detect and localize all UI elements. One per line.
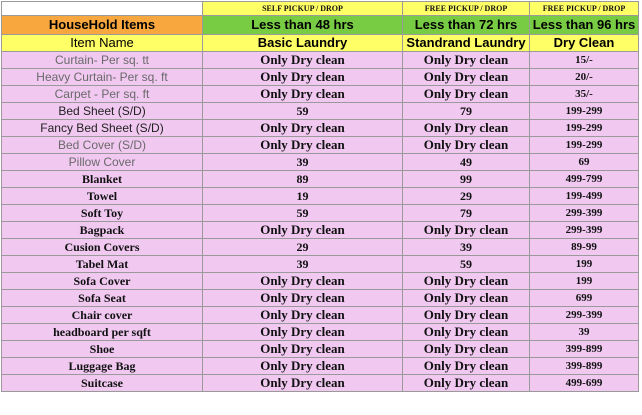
- turnaround-label: Less than 48 hrs: [203, 16, 403, 35]
- standard-laundry-price: Only Dry clean: [403, 52, 530, 69]
- dry-clean-price: 69: [530, 154, 639, 171]
- dry-clean-price: 39: [530, 324, 639, 341]
- dry-clean-price: 89-99: [530, 239, 639, 256]
- basic-laundry-price: 59: [203, 103, 403, 120]
- basic-laundry-price: Only Dry clean: [203, 86, 403, 103]
- basic-laundry-price: Only Dry clean: [203, 341, 403, 358]
- service-label: Dry Clean: [530, 35, 639, 52]
- basic-laundry-price: 29: [203, 239, 403, 256]
- standard-laundry-price: Only Dry clean: [403, 341, 530, 358]
- item-name-cell: Pillow Cover: [2, 154, 203, 171]
- item-name-cell: Carpet - Per sq. ft: [2, 86, 203, 103]
- item-name-cell: Bed Sheet (S/D): [2, 103, 203, 120]
- standard-laundry-price: Only Dry clean: [403, 137, 530, 154]
- item-name-cell: Sofa Seat: [2, 290, 203, 307]
- basic-laundry-price: Only Dry clean: [203, 375, 403, 392]
- item-name-cell: Heavy Curtain- Per sq. ft: [2, 69, 203, 86]
- item-name-cell: Bed Cover (S/D): [2, 137, 203, 154]
- dry-clean-price: 20/-: [530, 69, 639, 86]
- item-name-heading: Item Name: [2, 35, 203, 52]
- standard-laundry-price: 79: [403, 205, 530, 222]
- table-row: [2, 307, 639, 324]
- pickup-label: FREE PICKUP / DROP: [403, 2, 530, 16]
- basic-laundry-price: Only Dry clean: [203, 358, 403, 375]
- table-row: [2, 205, 639, 222]
- table-row: [2, 273, 639, 290]
- basic-laundry-price: 19: [203, 188, 403, 205]
- standard-laundry-price: Only Dry clean: [403, 358, 530, 375]
- standard-laundry-price: Only Dry clean: [403, 290, 530, 307]
- standard-laundry-price: Only Dry clean: [403, 324, 530, 341]
- standard-laundry-price: Only Dry clean: [403, 307, 530, 324]
- dry-clean-price: 499-699: [530, 375, 639, 392]
- standard-laundry-price: Only Dry clean: [403, 273, 530, 290]
- table-row: [2, 103, 639, 120]
- dry-clean-price: 399-899: [530, 341, 639, 358]
- table-row: [2, 120, 639, 137]
- standard-laundry-price: 59: [403, 256, 530, 273]
- service-row: [2, 35, 639, 52]
- table-row: [2, 137, 639, 154]
- standard-laundry-price: Only Dry clean: [403, 69, 530, 86]
- dry-clean-price: 35/-: [530, 86, 639, 103]
- item-name-cell: Shoe: [2, 341, 203, 358]
- service-label: Standrand Laundry: [403, 35, 530, 52]
- basic-laundry-price: Only Dry clean: [203, 273, 403, 290]
- household-items-heading: HouseHold Items: [2, 16, 203, 35]
- table-row: [2, 222, 639, 239]
- basic-laundry-price: Only Dry clean: [203, 120, 403, 137]
- basic-laundry-price: 39: [203, 154, 403, 171]
- service-label: Basic Laundry: [203, 35, 403, 52]
- dry-clean-price: 15/-: [530, 52, 639, 69]
- basic-laundry-price: Only Dry clean: [203, 52, 403, 69]
- standard-laundry-price: 99: [403, 171, 530, 188]
- dry-clean-price: 199-499: [530, 188, 639, 205]
- dry-clean-price: 199: [530, 273, 639, 290]
- item-name-cell: Chair cover: [2, 307, 203, 324]
- pickup-label: FREE PICKUP / DROP: [530, 2, 639, 16]
- basic-laundry-price: 39: [203, 256, 403, 273]
- items-body: [2, 52, 639, 392]
- dry-clean-price: 399-899: [530, 358, 639, 375]
- dry-clean-price: 199: [530, 256, 639, 273]
- item-name-cell: Tabel Mat: [2, 256, 203, 273]
- turnaround-label: Less than 96 hrs: [530, 16, 639, 35]
- turnaround-row: [2, 16, 639, 35]
- dry-clean-price: 499-799: [530, 171, 639, 188]
- table-row: [2, 69, 639, 86]
- table-row: [2, 375, 639, 392]
- dry-clean-price: 199-299: [530, 137, 639, 154]
- table-row: [2, 358, 639, 375]
- item-name-cell: Luggage Bag: [2, 358, 203, 375]
- table-row: [2, 188, 639, 205]
- basic-laundry-price: Only Dry clean: [203, 324, 403, 341]
- standard-laundry-price: 39: [403, 239, 530, 256]
- item-name-cell: Fancy Bed Sheet (S/D): [2, 120, 203, 137]
- item-name-cell: Cusion Covers: [2, 239, 203, 256]
- table-row: [2, 290, 639, 307]
- standard-laundry-price: Only Dry clean: [403, 86, 530, 103]
- blank-cell: [2, 2, 203, 16]
- basic-laundry-price: Only Dry clean: [203, 307, 403, 324]
- table-row: [2, 52, 639, 69]
- basic-laundry-price: Only Dry clean: [203, 290, 403, 307]
- dry-clean-price: 299-399: [530, 307, 639, 324]
- table-row: [2, 256, 639, 273]
- basic-laundry-price: 89: [203, 171, 403, 188]
- dry-clean-price: 199-299: [530, 120, 639, 137]
- item-name-cell: Suitcase: [2, 375, 203, 392]
- standard-laundry-price: 79: [403, 103, 530, 120]
- dry-clean-price: 199-299: [530, 103, 639, 120]
- pickup-label: SELF PICKUP / DROP: [203, 2, 403, 16]
- standard-laundry-price: Only Dry clean: [403, 120, 530, 137]
- item-name-cell: Towel: [2, 188, 203, 205]
- item-name-cell: Soft Toy: [2, 205, 203, 222]
- dry-clean-price: 299-399: [530, 205, 639, 222]
- item-name-cell: headboard per sqft: [2, 324, 203, 341]
- table-row: [2, 171, 639, 188]
- item-name-cell: Curtain- Per sq. tt: [2, 52, 203, 69]
- basic-laundry-price: 59: [203, 205, 403, 222]
- table-row: [2, 341, 639, 358]
- item-name-cell: Sofa Cover: [2, 273, 203, 290]
- turnaround-label: Less than 72 hrs: [403, 16, 530, 35]
- pickup-row: [2, 2, 639, 16]
- basic-laundry-price: Only Dry clean: [203, 69, 403, 86]
- standard-laundry-price: Only Dry clean: [403, 222, 530, 239]
- standard-laundry-price: 29: [403, 188, 530, 205]
- dry-clean-price: 299-399: [530, 222, 639, 239]
- table-row: [2, 86, 639, 103]
- standard-laundry-price: Only Dry clean: [403, 375, 530, 392]
- table-row: [2, 239, 639, 256]
- dry-clean-price: 699: [530, 290, 639, 307]
- standard-laundry-price: 49: [403, 154, 530, 171]
- item-name-cell: Blanket: [2, 171, 203, 188]
- item-name-cell: Bagpack: [2, 222, 203, 239]
- price-table: [1, 1, 639, 392]
- table-row: [2, 324, 639, 341]
- basic-laundry-price: Only Dry clean: [203, 222, 403, 239]
- table-row: [2, 154, 639, 171]
- basic-laundry-price: Only Dry clean: [203, 137, 403, 154]
